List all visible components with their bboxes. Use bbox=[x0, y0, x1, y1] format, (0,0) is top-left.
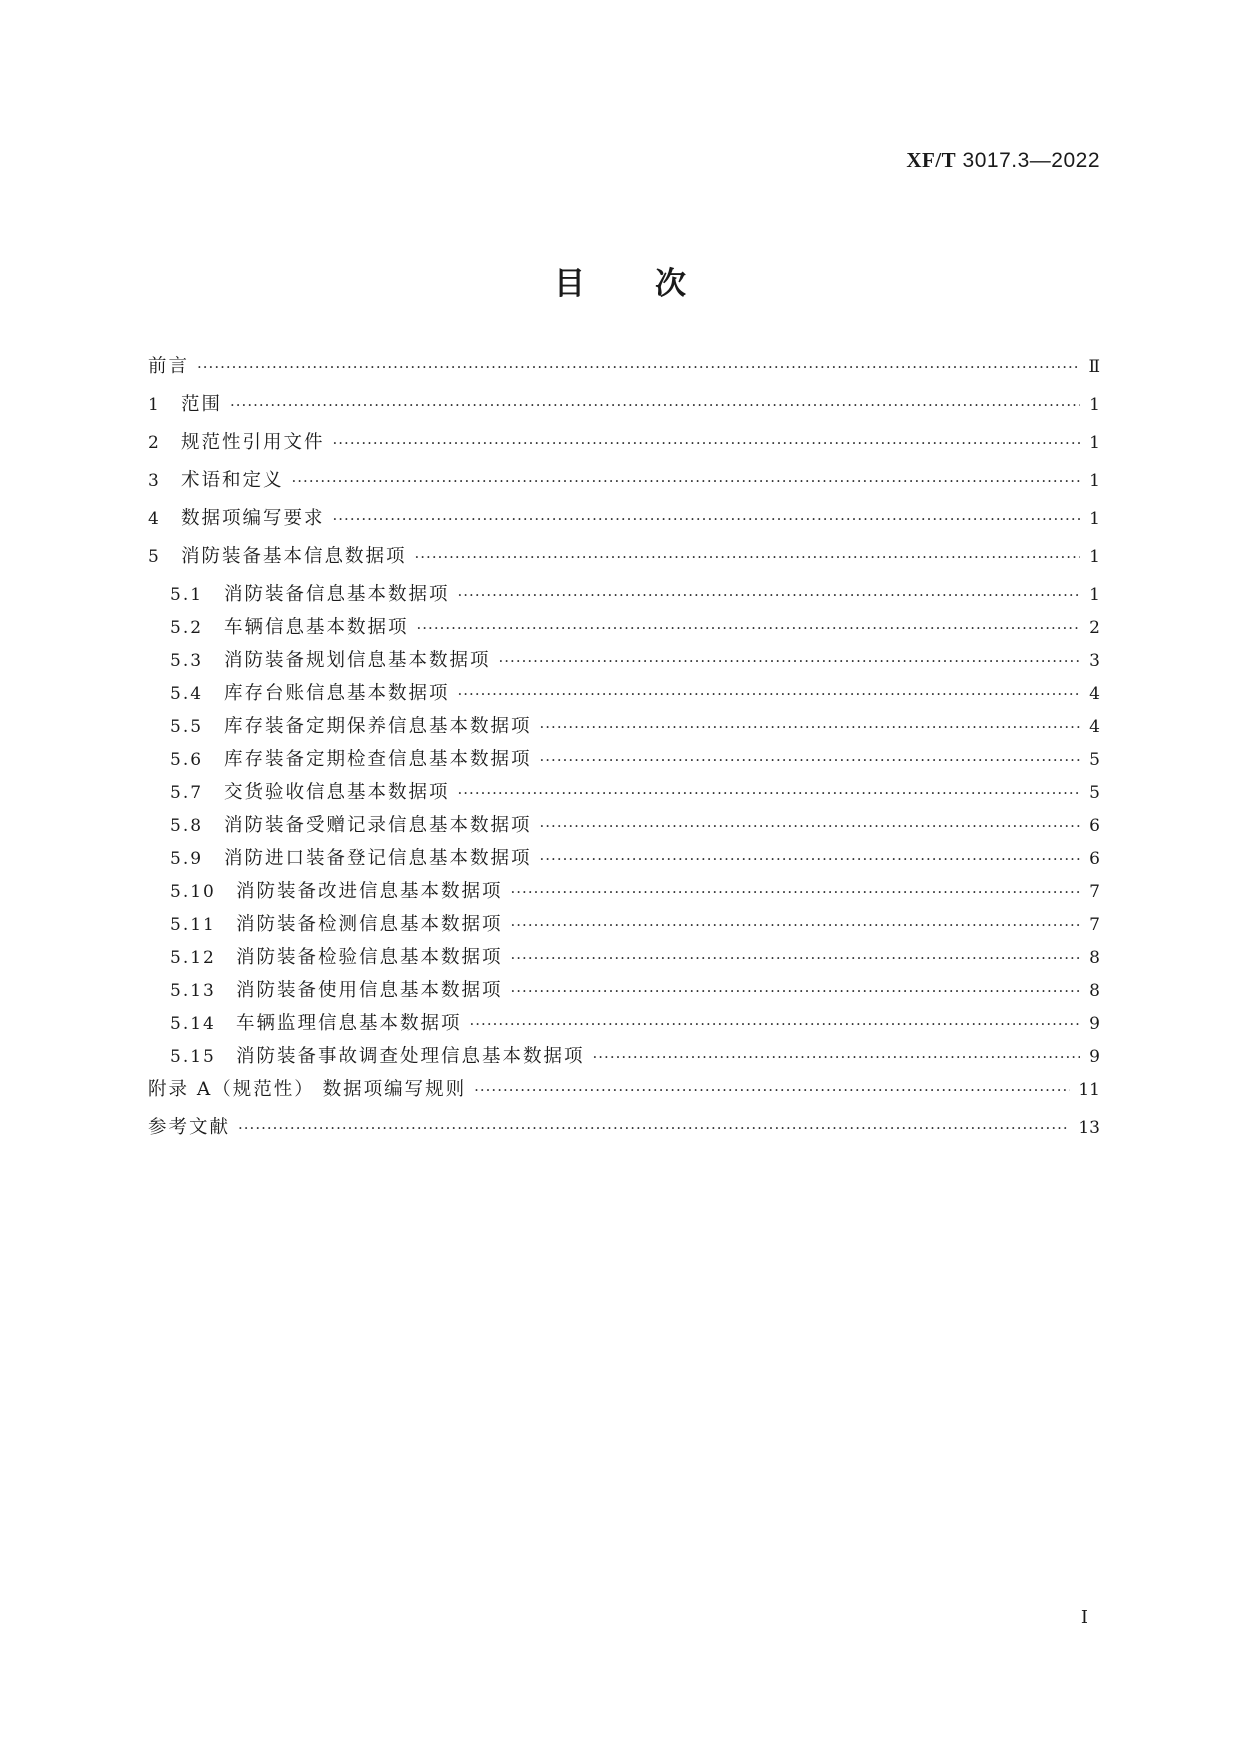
toc-entry-label: 车辆信息基本数据项 bbox=[224, 617, 409, 638]
toc-entry-label: 库存装备定期检查信息基本数据项 bbox=[224, 749, 532, 770]
toc-entry-label: 消防装备受赠记录信息基本数据项 bbox=[224, 815, 532, 836]
toc-entry[interactable] bbox=[148, 712, 1100, 745]
toc-entry[interactable] bbox=[148, 844, 1100, 877]
toc-entry-label: 消防装备基本信息数据项 bbox=[181, 546, 407, 567]
toc-entry-leader-dots bbox=[458, 586, 1080, 604]
toc-entry-number: 2 bbox=[148, 433, 161, 453]
toc-entry-number: 5.2 bbox=[170, 618, 204, 638]
toc-entry-label: 消防装备检测信息基本数据项 bbox=[236, 914, 503, 935]
table-of-contents bbox=[148, 352, 1100, 1151]
toc-entry-label: 术语和定义 bbox=[181, 470, 284, 491]
toc-entry-leader-dots bbox=[499, 652, 1080, 670]
toc-entry-page: 1 bbox=[1089, 585, 1100, 605]
toc-entry-number: 3 bbox=[148, 471, 161, 491]
toc-entry-number: 5.11 bbox=[170, 915, 216, 935]
toc-entry-page: 9 bbox=[1089, 1014, 1100, 1034]
toc-entry[interactable] bbox=[148, 1113, 1100, 1151]
toc-entry[interactable] bbox=[148, 943, 1100, 976]
toc-entry[interactable] bbox=[148, 811, 1100, 844]
toc-entry-number: 5.13 bbox=[170, 981, 216, 1001]
toc-entry-page: 7 bbox=[1089, 915, 1100, 935]
toc-entry[interactable] bbox=[148, 646, 1100, 679]
toc-entry-number: 1 bbox=[148, 395, 161, 415]
toc-entry-label: 消防装备检验信息基本数据项 bbox=[236, 947, 503, 968]
toc-entry-leader-dots bbox=[540, 817, 1080, 835]
toc-entry[interactable] bbox=[148, 390, 1100, 428]
toc-entry-number: 5.5 bbox=[170, 717, 204, 737]
toc-entry-page: 9 bbox=[1089, 1047, 1100, 1067]
toc-entry[interactable] bbox=[148, 504, 1100, 542]
toc-entry-label: 规范性引用文件 bbox=[181, 432, 325, 453]
toc-title-char-2: 次 bbox=[655, 266, 686, 302]
toc-entry-leader-dots bbox=[458, 784, 1080, 802]
toc-entry[interactable] bbox=[148, 745, 1100, 778]
toc-entry-number: 5.9 bbox=[170, 849, 204, 869]
toc-entry[interactable] bbox=[148, 1009, 1100, 1042]
toc-entry-label: 范围 bbox=[181, 394, 223, 415]
toc-entry-number: 5.7 bbox=[170, 783, 204, 803]
toc-entry-page: 8 bbox=[1089, 948, 1100, 968]
toc-entry-label: 附录 A（规范性） 数据项编写规则 bbox=[148, 1079, 467, 1100]
toc-entry-page: 7 bbox=[1089, 882, 1100, 902]
toc-entry[interactable] bbox=[148, 352, 1100, 390]
toc-entry-label: 消防装备信息基本数据项 bbox=[224, 584, 450, 605]
toc-entry-leader-dots bbox=[333, 434, 1080, 452]
toc-entry-leader-dots bbox=[540, 718, 1080, 736]
toc-entry-label: 消防装备使用信息基本数据项 bbox=[236, 980, 503, 1001]
toc-entry-leader-dots bbox=[197, 358, 1080, 376]
document-code-number: 3017.3—2022 bbox=[962, 149, 1100, 172]
toc-entry-leader-dots bbox=[292, 472, 1080, 490]
toc-entry-label: 库存装备定期保养信息基本数据项 bbox=[224, 716, 532, 737]
toc-entry-page: 6 bbox=[1089, 816, 1100, 836]
toc-entry[interactable] bbox=[148, 466, 1100, 504]
toc-entry-number: 4 bbox=[148, 509, 161, 529]
toc-entry-page: 11 bbox=[1078, 1080, 1100, 1100]
toc-entry[interactable] bbox=[148, 679, 1100, 712]
toc-entry-page: 5 bbox=[1089, 783, 1100, 803]
toc-entry[interactable] bbox=[148, 778, 1100, 811]
toc-entry-page: 5 bbox=[1089, 750, 1100, 770]
toc-entry-page: 3 bbox=[1089, 651, 1100, 671]
toc-entry[interactable] bbox=[148, 877, 1100, 910]
toc-entry[interactable] bbox=[148, 1075, 1100, 1113]
toc-entry-leader-dots bbox=[458, 685, 1080, 703]
toc-entry-number: 5.14 bbox=[170, 1014, 216, 1034]
toc-entry[interactable] bbox=[148, 428, 1100, 466]
toc-entry-leader-dots bbox=[470, 1015, 1080, 1033]
toc-entry-page: 13 bbox=[1078, 1118, 1100, 1138]
toc-entry-leader-dots bbox=[511, 883, 1080, 901]
toc-entry-label: 消防装备改进信息基本数据项 bbox=[236, 881, 503, 902]
toc-entry-leader-dots bbox=[415, 548, 1080, 566]
toc-entry-label: 消防进口装备登记信息基本数据项 bbox=[224, 848, 532, 869]
toc-entry[interactable] bbox=[148, 1042, 1100, 1075]
toc-entry-leader-dots bbox=[511, 949, 1080, 967]
toc-entry-label: 消防装备事故调查处理信息基本数据项 bbox=[236, 1046, 585, 1067]
toc-entry-leader-dots bbox=[474, 1081, 1070, 1099]
toc-entry-number: 5.8 bbox=[170, 816, 204, 836]
toc-entry-page: 1 bbox=[1089, 395, 1100, 415]
toc-entry-page: 4 bbox=[1089, 684, 1100, 704]
toc-entry-leader-dots bbox=[593, 1048, 1080, 1066]
toc-entry-leader-dots bbox=[333, 510, 1080, 528]
toc-entry-number: 5.1 bbox=[170, 585, 204, 605]
toc-entry-page: 6 bbox=[1089, 849, 1100, 869]
toc-entry-number: 5.15 bbox=[170, 1047, 216, 1067]
toc-entry-label: 库存台账信息基本数据项 bbox=[224, 683, 450, 704]
toc-entry[interactable] bbox=[148, 613, 1100, 646]
toc-entry[interactable] bbox=[148, 910, 1100, 943]
toc-entry-leader-dots bbox=[540, 751, 1080, 769]
toc-title bbox=[0, 258, 1240, 303]
toc-entry[interactable] bbox=[148, 542, 1100, 580]
toc-entry-number: 5 bbox=[148, 547, 161, 567]
toc-entry-page: 8 bbox=[1089, 981, 1100, 1001]
toc-entry-page: 4 bbox=[1089, 717, 1100, 737]
toc-entry-label: 参考文献 bbox=[148, 1117, 231, 1138]
toc-entry-label: 前言 bbox=[148, 356, 190, 377]
toc-entry-label: 交货验收信息基本数据项 bbox=[224, 782, 450, 803]
toc-entry-leader-dots bbox=[511, 982, 1080, 1000]
toc-entry[interactable] bbox=[148, 580, 1100, 613]
toc-entry-label: 数据项编写要求 bbox=[181, 508, 325, 529]
toc-entry-leader-dots bbox=[230, 396, 1080, 414]
toc-entry-number: 5.10 bbox=[170, 882, 216, 902]
toc-entry[interactable] bbox=[148, 976, 1100, 1009]
toc-entry-page: 1 bbox=[1089, 547, 1100, 567]
page-number: I bbox=[1080, 1607, 1088, 1628]
toc-entry-leader-dots bbox=[511, 916, 1080, 934]
toc-entry-leader-dots bbox=[238, 1119, 1070, 1137]
toc-entry-label: 消防装备规划信息基本数据项 bbox=[224, 650, 491, 671]
document-code bbox=[906, 148, 1100, 173]
document-code-prefix: XF/T bbox=[906, 148, 957, 172]
toc-title-char-1: 目 bbox=[554, 266, 585, 302]
toc-entry-page: 1 bbox=[1089, 433, 1100, 453]
toc-entry-page: 1 bbox=[1089, 509, 1100, 529]
toc-entry-leader-dots bbox=[417, 619, 1080, 637]
toc-entry-number: 5.6 bbox=[170, 750, 204, 770]
toc-entry-leader-dots bbox=[540, 850, 1080, 868]
toc-entry-number: 5.4 bbox=[170, 684, 204, 704]
toc-entry-number: 5.12 bbox=[170, 948, 216, 968]
toc-entry-number: 5.3 bbox=[170, 651, 204, 671]
toc-entry-page: Ⅱ bbox=[1088, 357, 1100, 377]
toc-entry-page: 1 bbox=[1089, 471, 1100, 491]
toc-entry-label: 车辆监理信息基本数据项 bbox=[236, 1013, 462, 1034]
toc-entry-page: 2 bbox=[1089, 618, 1100, 638]
